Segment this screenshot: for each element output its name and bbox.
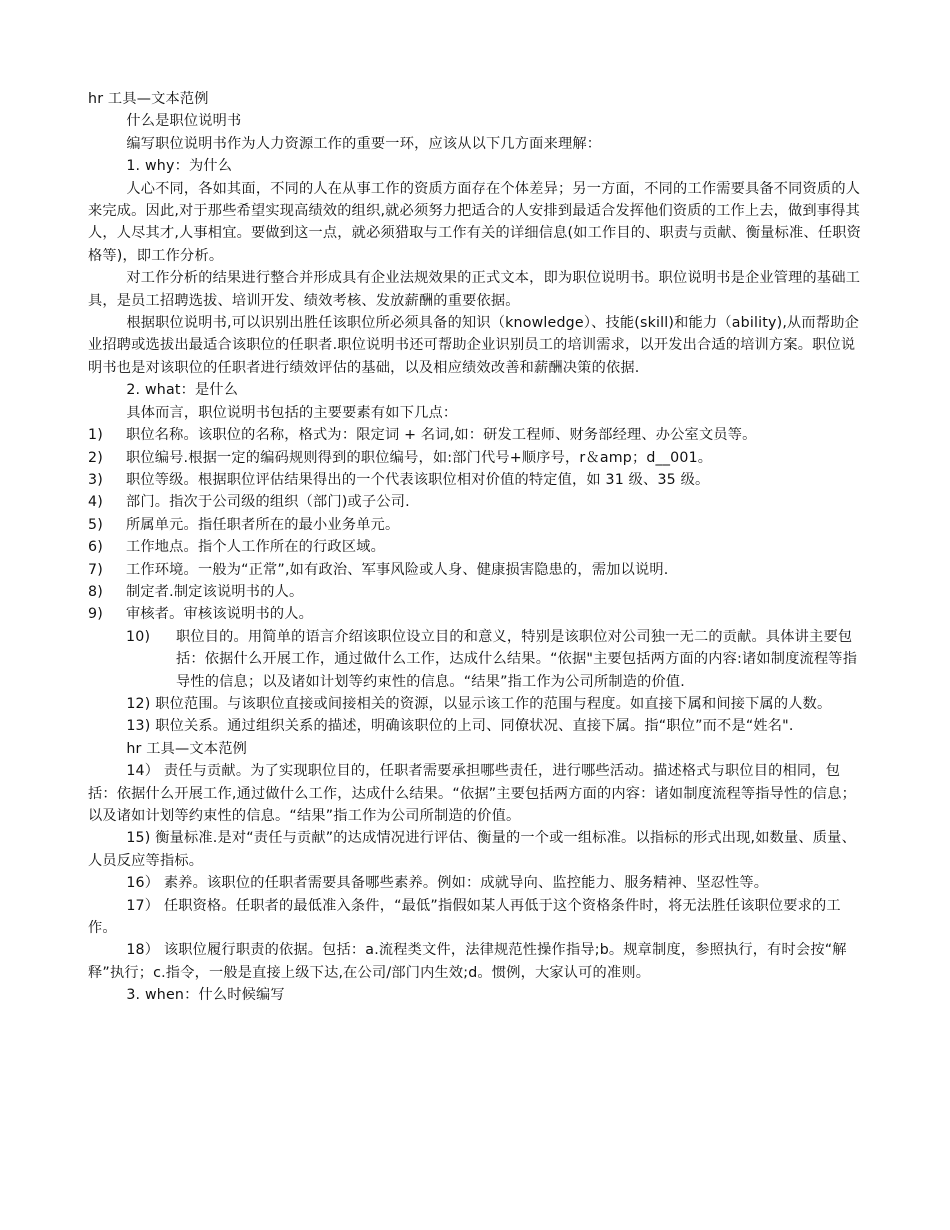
list-item bbox=[88, 581, 863, 603]
document-page bbox=[88, 88, 863, 1007]
list-item bbox=[88, 491, 863, 513]
doc-heading: 什么是职位说明书 bbox=[126, 113, 242, 130]
list-item-number: 4) bbox=[88, 494, 103, 511]
list-item bbox=[88, 469, 863, 491]
why-paragraph-2: 对工作分析的结果进行整合并形成具有企业法规效果的正式文本，即为职位说明书。职位说明书是企业管理的基础工具，是员工招聘选拔、培训开发、绩效考核、发放薪酬的重要依据。 bbox=[88, 270, 861, 309]
list-item-text: 职位目的。用简单的语言介绍该职位设立目的和意义，特别是该职位对公司独一无二的贡献。具体讲主要包括：依据什么开展工作，通过做什么工作，达成什么结果。“依据"主要包括两方面的内容:诸如制度流程等指导性的信息；以及诸如计划等约束性的信息。“结果”指工作为公司所制造的价值. bbox=[176, 628, 858, 690]
list-item-text: 职位等级。根据职位评估结果得出的一个代表该职位相对价值的特定值，如 31 级、35 级。 bbox=[126, 471, 710, 488]
list-item-text: 部门。指次于公司级的组织（部门)或子公司. bbox=[126, 494, 410, 511]
list-item bbox=[88, 536, 863, 558]
list-item-text: 所属单元。指任职者所在的最小业务单元。 bbox=[126, 516, 400, 533]
what-intro: 具体而言，职位说明书包括的主要要素有如下几点： bbox=[126, 404, 458, 421]
item-14-paragraph: 14） 责任与贡献。为了实现职位目的，任职者需要承担哪些责任，进行哪些活动。描述格式与职位目的相同，包括：依据什么开展工作,通过做什么工作，达成什么结果。“依据”主要包括两方面的内容：诸如制度流程等指导性的信息；以及诸如计划等约束性的信息。“结果”指工作为公司所制造的价值。 bbox=[88, 763, 856, 824]
item-15-paragraph: 15) 衡量标准.是对“责任与贡献”的达成情况进行评估、衡量的一个或一组标准。以指标的形式出现,如数量、质量、人员反应等指标。 bbox=[88, 830, 856, 869]
why-paragraph-3: 根据职位说明书,可以识别出胜任该职位所必须具备的知识（knowledge）、技能(skill)和能力（ability),从而帮助企业招聘或选拔出最适合该职位的任职者.职位说明书还可帮助企业识别员工的培训需求，以开发出合适的培训方案。职位说明书也是对该职位的任职者进行绩效评估的基础，以及相应绩效改善和薪酬决策的依据. bbox=[88, 315, 859, 376]
list-item-number: 1) bbox=[88, 427, 103, 444]
list-item bbox=[88, 447, 863, 469]
list-item-text: 工作环境。一般为“正常”,如有政治、军事风险或人身、健康损害隐患的，需加以说明. bbox=[126, 561, 669, 578]
list-item-number: 2) bbox=[88, 449, 103, 466]
section-when-heading: 3. when：什么时候编写 bbox=[126, 987, 285, 1004]
list-item-number: 6) bbox=[88, 539, 103, 556]
section-what-heading: 2. what：是什么 bbox=[126, 382, 239, 399]
repeated-title: hr 工具—文本范例 bbox=[126, 740, 247, 757]
list-item-text: 职位编号.根据一定的编码规则得到的职位编号，如:部门代号+顺序号，r＆amp；d__001。 bbox=[126, 449, 713, 466]
list-item-number: 9) bbox=[88, 606, 103, 623]
list-item-number: 7) bbox=[88, 561, 103, 578]
intro-paragraph: 编写职位说明书作为人力资源工作的重要一环，应该从以下几方面来理解： bbox=[126, 135, 602, 152]
list-item-text: 工作地点。指个人工作所在的行政区域。 bbox=[126, 539, 385, 556]
item-16-paragraph: 16） 素养。该职位的任职者需要具备哪些素养。例如：成就导向、监控能力、服务精神、坚忍性等。 bbox=[126, 875, 769, 892]
list-item-text: 职位名称。该职位的名称，格式为：限定词 + 名词,如：研发工程师、财务部经理、办公室文员等。 bbox=[126, 427, 757, 444]
section-why-heading: 1. why：为什么 bbox=[126, 158, 233, 175]
doc-title: hr 工具—文本范例 bbox=[88, 91, 209, 107]
why-paragraph-1: 人心不同，各如其面，不同的人在从事工作的资质方面存在个体差异；另一方面，不同的工作需要具备不同资质的人来完成。因此,对于那些希望实现高绩效的组织,就必须努力把适合的人安排到最适合发挥他们资质的工作上去，做到事得其人，人尽其才,人事相宜。要做到这一点，就必须猎取与工作有关的详细信息(如工作目的、职责与贡献、衡量标准、任职资格等)，即工作分析。 bbox=[88, 180, 861, 264]
list-item-number: 3) bbox=[88, 471, 103, 488]
list-item-number: 8) bbox=[88, 583, 103, 600]
item-13-paragraph: 13) 职位关系。通过组织关系的描述，明确该职位的上司、同僚状况、直接下属。指“职位”而不是“姓名". bbox=[126, 718, 794, 735]
item-18-paragraph: 18） 该职位履行职责的依据。包括：a.流程类文件，法律规范性操作指导;b。规章制度，参照执行，有时会按“解释”执行；c.指令，一般是直接上级下达,在公司/部门内生效;d。惯例，大家认可的准则。 bbox=[88, 942, 847, 981]
list-item bbox=[88, 559, 863, 581]
list-item-text: 制定者.制定该说明书的人。 bbox=[126, 583, 304, 600]
list-item-number: 10) bbox=[126, 628, 151, 645]
list-item-number: 5) bbox=[88, 516, 103, 533]
list-item bbox=[88, 626, 863, 693]
list-item bbox=[88, 603, 863, 625]
item-17-paragraph: 17） 任职资格。任职者的最低准入条件，“最低”指假如某人再低于这个资格条件时，将无法胜任该职位要求的工作。 bbox=[88, 897, 841, 937]
list-item-text: 审核者。审核该说明书的人。 bbox=[126, 606, 314, 623]
list-item bbox=[88, 424, 863, 446]
item-12-paragraph: 12) 职位范围。与该职位直接或间接相关的资源，以显示该工作的范围与程度。如直接下属和间接下属的人数。 bbox=[126, 695, 832, 712]
list-item bbox=[88, 514, 863, 536]
